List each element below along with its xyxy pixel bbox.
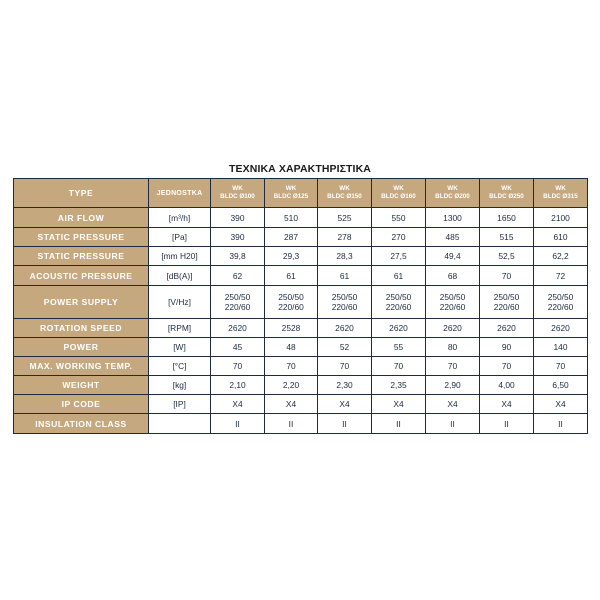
row-label: POWER SUPPLY [14, 286, 149, 319]
row-value: 2620 [318, 319, 372, 338]
row-value: 27,5 [372, 247, 426, 266]
row-value: 2,30 [318, 376, 372, 395]
row-value: II [534, 414, 588, 434]
row-unit: [kg] [149, 376, 211, 395]
row-value: 80 [426, 338, 480, 357]
row-label: MAX. WORKING TEMP. [14, 357, 149, 376]
row-value: 2620 [211, 319, 265, 338]
row-value: 2620 [480, 319, 534, 338]
row-label: STATIC PRESSURE [14, 247, 149, 266]
row-value: 68 [426, 266, 480, 286]
row-label: INSULATION CLASS [14, 414, 149, 434]
row-unit: [IP] [149, 395, 211, 414]
table-row [14, 376, 588, 395]
row-value: 250/50 220/60 [426, 286, 480, 319]
row-value: 55 [372, 338, 426, 357]
header-unit: JEDNOSTKA [149, 179, 211, 208]
row-label: WEIGHT [14, 376, 149, 395]
row-value: 250/50 220/60 [534, 286, 588, 319]
table-row [14, 247, 588, 266]
row-value: X4 [318, 395, 372, 414]
row-value: 72 [534, 266, 588, 286]
row-value: 278 [318, 228, 372, 247]
row-label: ACOUSTIC PRESSURE [14, 266, 149, 286]
row-value: 45 [211, 338, 265, 357]
row-unit: [mm H20] [149, 247, 211, 266]
row-value: II [211, 414, 265, 434]
header-model: WK BLDC Ø150 [318, 179, 372, 208]
row-value: 1300 [426, 208, 480, 228]
row-value: 390 [211, 228, 265, 247]
row-label: IP CODE [14, 395, 149, 414]
row-value: 550 [372, 208, 426, 228]
row-label: AIR FLOW [14, 208, 149, 228]
header-model: WK BLDC Ø200 [426, 179, 480, 208]
row-value: 70 [426, 357, 480, 376]
row-value: X4 [426, 395, 480, 414]
row-value: 510 [265, 208, 318, 228]
table-row [14, 286, 588, 319]
row-value: 525 [318, 208, 372, 228]
row-value: 250/50 220/60 [265, 286, 318, 319]
row-value: 2,35 [372, 376, 426, 395]
row-value: 61 [372, 266, 426, 286]
row-unit: [°C] [149, 357, 211, 376]
table-row [14, 208, 588, 228]
header-model: WK BLDC Ø125 [265, 179, 318, 208]
row-value: 90 [480, 338, 534, 357]
row-value: 70 [480, 266, 534, 286]
row-value: II [426, 414, 480, 434]
row-unit: [W] [149, 338, 211, 357]
table-row [14, 395, 588, 414]
row-value: 70 [480, 357, 534, 376]
row-value: 250/50 220/60 [372, 286, 426, 319]
table-row [14, 228, 588, 247]
row-unit: [RPM] [149, 319, 211, 338]
row-value: II [318, 414, 372, 434]
row-unit: [V/Hz] [149, 286, 211, 319]
row-value: 70 [211, 357, 265, 376]
row-value: 61 [318, 266, 372, 286]
row-value: 515 [480, 228, 534, 247]
row-value: 6,50 [534, 376, 588, 395]
row-value: 2100 [534, 208, 588, 228]
row-value: II [372, 414, 426, 434]
row-value: 2,20 [265, 376, 318, 395]
table-row [14, 357, 588, 376]
row-value: X4 [265, 395, 318, 414]
header-type: TYPE [14, 179, 149, 208]
row-unit: [m³/h] [149, 208, 211, 228]
row-value: 70 [372, 357, 426, 376]
row-value: 390 [211, 208, 265, 228]
row-value: 140 [534, 338, 588, 357]
row-value: 61 [265, 266, 318, 286]
row-value: 2,10 [211, 376, 265, 395]
row-value: 4,00 [480, 376, 534, 395]
row-value: 1650 [480, 208, 534, 228]
table-row [14, 338, 588, 357]
row-value: 2,90 [426, 376, 480, 395]
row-value: 2528 [265, 319, 318, 338]
row-value: 485 [426, 228, 480, 247]
row-value: 70 [265, 357, 318, 376]
row-value: 29,3 [265, 247, 318, 266]
row-value: 48 [265, 338, 318, 357]
row-label: ROTATION SPEED [14, 319, 149, 338]
header-model: WK BLDC Ø315 [534, 179, 588, 208]
table-title: ΤΕΧΝΙΚΑ ΧΑΡΑΚΤΗΡΙΣΤΙΚΑ [229, 163, 371, 175]
row-value: II [480, 414, 534, 434]
row-value: 270 [372, 228, 426, 247]
row-value: X4 [534, 395, 588, 414]
row-unit: [dB(A)] [149, 266, 211, 286]
row-label: STATIC PRESSURE [14, 228, 149, 247]
row-value: 2620 [372, 319, 426, 338]
row-value: 2620 [426, 319, 480, 338]
row-value: 49,4 [426, 247, 480, 266]
row-value: 62 [211, 266, 265, 286]
header-model: WK BLDC Ø100 [211, 179, 265, 208]
row-value: 2620 [534, 319, 588, 338]
row-value: 52,5 [480, 247, 534, 266]
row-value: 250/50 220/60 [211, 286, 265, 319]
header-row [14, 179, 588, 208]
row-value: 250/50 220/60 [480, 286, 534, 319]
row-value: 70 [534, 357, 588, 376]
row-value: 610 [534, 228, 588, 247]
row-value: 70 [318, 357, 372, 376]
row-unit: [Pa] [149, 228, 211, 247]
table-row [14, 414, 588, 434]
header-model: WK BLDC Ø160 [372, 179, 426, 208]
row-value: 250/50 220/60 [318, 286, 372, 319]
row-value: 28,3 [318, 247, 372, 266]
header-model: WK BLDC Ø250 [480, 179, 534, 208]
row-value: 62,2 [534, 247, 588, 266]
row-value: 52 [318, 338, 372, 357]
row-unit [149, 414, 211, 434]
row-value: X4 [480, 395, 534, 414]
spec-table [13, 178, 588, 434]
table-row [14, 319, 588, 338]
row-value: X4 [372, 395, 426, 414]
row-label: POWER [14, 338, 149, 357]
table-row [14, 266, 588, 286]
row-value: II [265, 414, 318, 434]
row-value: 287 [265, 228, 318, 247]
row-value: X4 [211, 395, 265, 414]
row-value: 39,8 [211, 247, 265, 266]
